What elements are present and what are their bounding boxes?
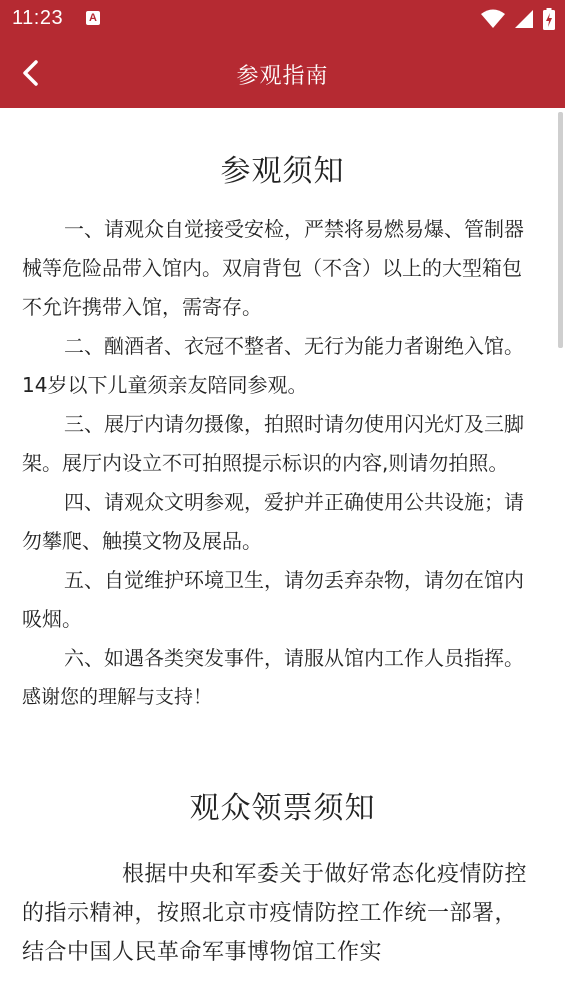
status-time: 11:23 xyxy=(12,7,64,29)
thanks-text: 感谢您的理解与支持！ xyxy=(22,686,213,708)
rule-item: 五、自觉维护环境卫生，请勿丢弃杂物，请勿在馆内吸烟。 xyxy=(22,568,524,631)
visit-notice-title: 参观须知 xyxy=(220,154,345,189)
rule-item: 四、请观众文明参观，爱护并正确使用公共设施；请勿攀爬、触摸文物及展品。 xyxy=(22,490,524,553)
signal-icon xyxy=(514,9,534,29)
wifi-icon xyxy=(481,9,505,29)
guide-content[interactable] xyxy=(0,108,565,1004)
ticket-notice-paragraph: 根据中央和军委关于做好常态化疫情防控的指示精神，按照北京市疫情防控工作统一部署，结合中国人民革命军事博物馆工作实 xyxy=(22,862,528,965)
rule-item: 二、酗酒者、衣冠不整者、无行为能力者谢绝入馆。14岁以下儿童须亲友陪同参观。 xyxy=(22,334,524,397)
status-bar xyxy=(0,0,565,38)
scrollbar[interactable] xyxy=(558,112,563,348)
status-icons xyxy=(477,8,555,30)
battery-icon xyxy=(543,8,555,30)
visit-rules xyxy=(22,210,535,717)
ticket-notice xyxy=(22,855,535,972)
a-letter-icon: A xyxy=(86,11,100,25)
page-title: 参观指南 xyxy=(236,64,329,89)
rule-item: 六、如遇各类突发事件，请服从馆内工作人员指挥。 xyxy=(64,646,524,670)
app-bar xyxy=(0,38,565,108)
rule-item: 一、请观众自觉接受安检，严禁将易燃易爆、管制器械等危险品带入馆内。双肩背包（不含）以上的大型箱包不允许携带入馆，需寄存。 xyxy=(22,217,524,319)
ticket-notice-title: 观众领票须知 xyxy=(189,791,376,826)
rule-item: 三、展厅内请勿摄像，拍照时请勿使用闪光灯及三脚架。展厅内设立不可拍照提示标识的内容,则请勿拍照。 xyxy=(22,412,524,475)
